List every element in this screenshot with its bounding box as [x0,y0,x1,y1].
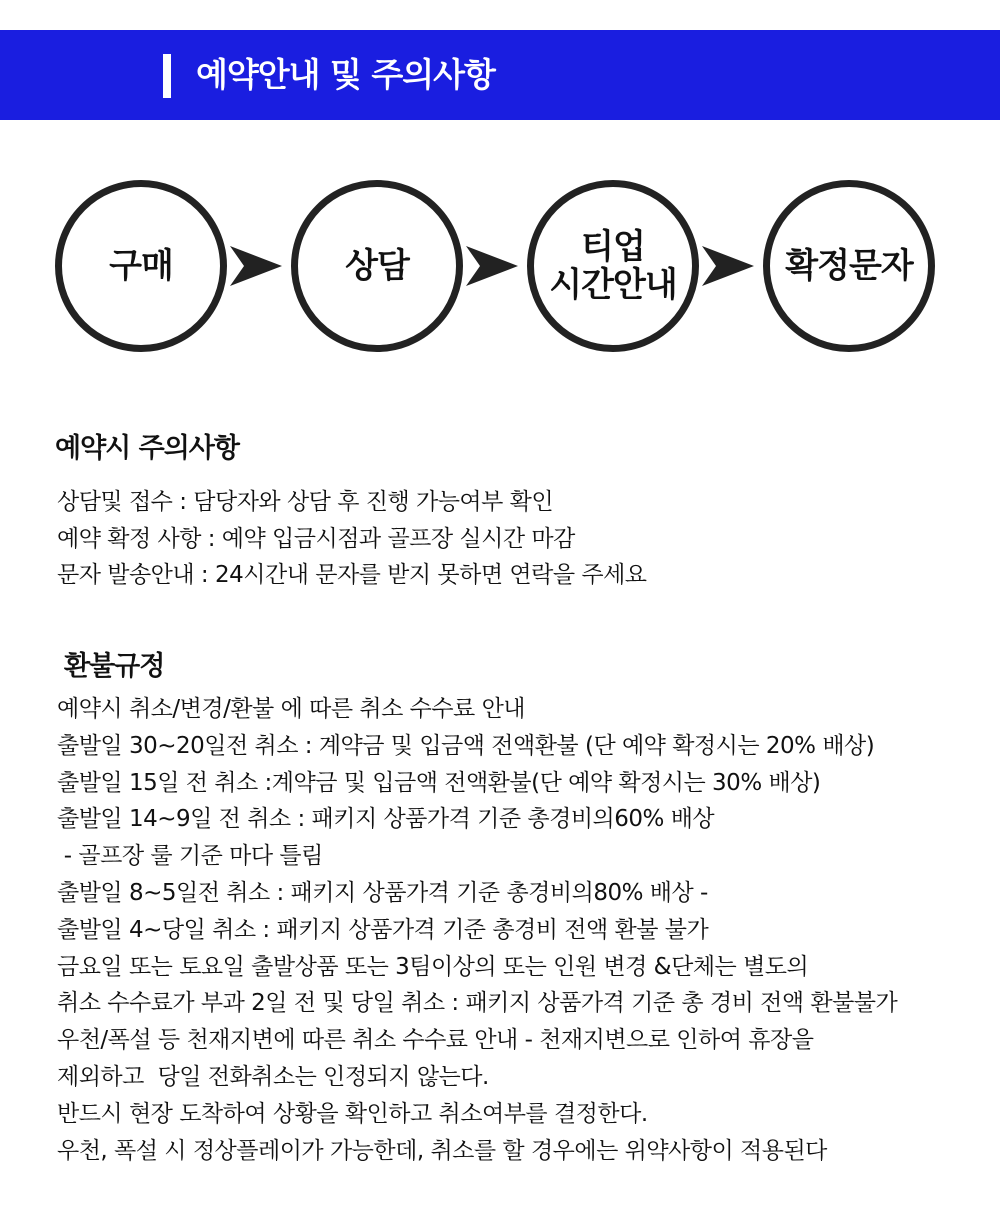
page-title: 예약안내 및 주의사항 [196,55,495,94]
right-arrow-icon [464,244,520,288]
right-arrow-icon [700,244,756,288]
right-arrow-icon [228,244,284,288]
caution-list [57,484,647,594]
list-item: - 골프장 룰 기준 마다 틀림 [57,843,323,870]
step-confirmation-sms [763,180,935,352]
list-item: 우천, 폭설 시 정상플레이가 가능한데, 취소를 할 경우에는 위약사항이 적용된다 [57,1137,827,1164]
step-teeup-time [527,180,699,352]
list-item: 반드시 현장 도착하여 상황을 확인하고 취소여부를 결정한다. [57,1100,648,1127]
list-item: 출발일 4~당일 취소 : 패키지 상품가격 기준 총경비 전액 환불 불가 [57,916,709,943]
list-item: 출발일 14~9일 전 취소 : 패키지 상품가격 기준 총경비의60% 배상 [57,806,715,833]
header-accent-bar [163,54,171,98]
step-label: 상담 [345,246,409,286]
step-purchase [55,180,227,352]
reservation-process-steps [0,180,1000,352]
step-label: 확정문자 [785,246,913,286]
list-item: 출발일 8~5일전 취소 : 패키지 상품가격 기준 총경비의80% 배상 - [57,879,708,906]
list-item: 금요일 또는 토요일 출발상품 또는 3팀이상의 또는 인원 변경 &단체는 별도의 [57,953,809,980]
header-banner [0,30,1000,120]
step-label: 티업 시간안내 [549,227,677,305]
refund-title: 환불규정 [64,651,165,682]
list-item: 상담및 접수 : 담당자와 상담 후 진행 가능여부 확인 [57,489,554,515]
caution-title: 예약시 주의사항 [55,433,239,464]
list-item: 취소 수수료가 부과 2일 전 및 당일 취소 : 패키지 상품가격 기준 총 경비 전액 환불불가 [57,990,898,1017]
list-item: 출발일 30~20일전 취소 : 계약금 및 입금액 전액환불 (단 예약 확정시는 20% 배상) [57,732,875,759]
list-item: 출발일 15일 전 취소 :계약금 및 입금액 전액환불(단 예약 확정시는 30% 배상) [57,769,821,796]
step-label: 구매 [109,246,173,286]
step-consultation [291,180,463,352]
refund-list [57,691,897,1169]
list-item: 예약시 취소/변경/환불 에 따른 취소 수수료 안내 [57,696,526,722]
list-item: 우천/폭설 등 천재지변에 따른 취소 수수료 안내 - 천재지변으로 인하여 휴장을 [57,1027,814,1054]
list-item: 제외하고 당일 전화취소는 인정되지 않는다. [57,1063,489,1090]
list-item: 문자 발송안내 : 24시간내 문자를 받지 못하면 연락을 주세요 [57,562,647,588]
list-item: 예약 확정 사항 : 예약 입금시점과 골프장 실시간 마감 [57,525,575,552]
